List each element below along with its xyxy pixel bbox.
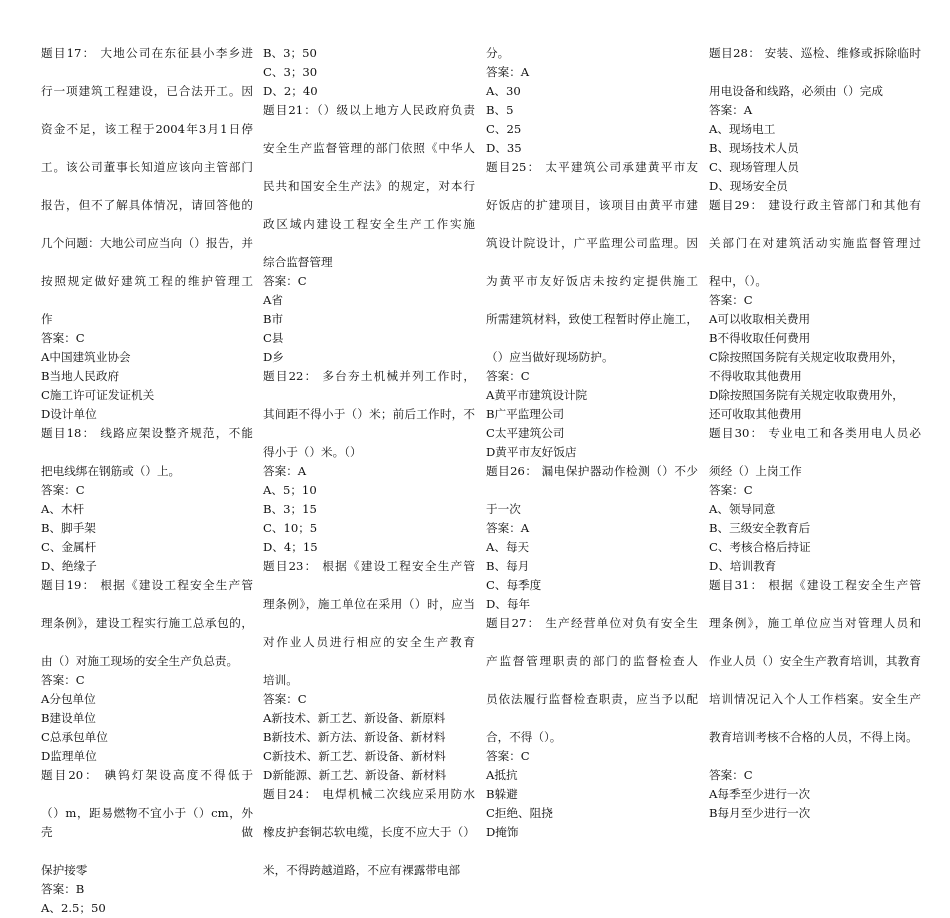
option-line: C县	[263, 331, 284, 345]
option-line: D、现场安全员	[709, 179, 788, 193]
option-line: A抵抗	[486, 768, 518, 782]
question-line: 题目18： 线路应架设整齐规范，不能	[41, 426, 253, 440]
text-line: 理条例》，施工单位在采用（）时，应当	[263, 597, 475, 611]
text-line: 理条例》，施工单位应当对管理人员和	[709, 616, 921, 630]
question-line: 题目27： 生产经营单位对负有安全生	[486, 616, 698, 630]
option-line: A、30	[486, 84, 521, 98]
text-line: 行一项建筑工程建设，已合法开工。因	[41, 84, 253, 98]
option-line: A、5；10	[263, 483, 317, 497]
text-line: 政区域内建设工程安全生产工作实施	[263, 217, 475, 231]
text-line: 由（）对施工现场的安全生产负总责。	[41, 654, 239, 668]
option-line: A、领导同意	[709, 502, 776, 516]
option-line: C、考核合格后持证	[709, 540, 811, 554]
option-line: B、5	[486, 103, 514, 117]
option-line: D掩饰	[486, 825, 519, 839]
option-line: D监理单位	[41, 749, 97, 763]
text-line: 好饭店的扩建项目，该项目由黄平市建	[486, 198, 698, 212]
question-line: 题目17： 大地公司在东征县小李乡进	[41, 46, 253, 60]
option-line: A每季至少进行一次	[709, 787, 811, 801]
option-line: B、现场技术人员	[709, 141, 799, 155]
option-line: D乡	[263, 350, 284, 364]
text-line: 综合监督管理	[263, 255, 333, 269]
answer-line: 答案：C	[709, 293, 753, 307]
option-line: C、现场管理人员	[709, 160, 800, 174]
question-line: 题目24： 电焊机械二次线应采用防水	[263, 787, 475, 801]
option-line: B广平监理公司	[486, 407, 565, 421]
question-line: 题目28： 安装、巡检、维修或拆除临时	[709, 46, 921, 60]
option-line: C新技术、新工艺、新设备、新材料	[263, 749, 446, 763]
answer-line: 答案：A	[263, 464, 307, 478]
option-line: A新技术、新工艺、新设备、新原料	[263, 711, 446, 725]
option-line: C总承包单位	[41, 730, 108, 744]
option-line: B不得收取任何费用	[709, 331, 811, 345]
question-line: 题目23： 根据《建设工程安全生产管	[263, 559, 475, 573]
text-line: 几个问题：大地公司应当向（）报告，并	[41, 236, 253, 250]
text-line: 保护接零	[41, 863, 88, 877]
option-line: D、绝缘子	[41, 559, 97, 573]
option-line: D新能源、新工艺、新设备、新材料	[263, 768, 447, 782]
option-line: D、培训教育	[709, 559, 777, 573]
answer-line: 答案：C	[263, 274, 307, 288]
question-line: 题目19： 根据《建设工程安全生产管	[41, 578, 253, 592]
text-line: 用电设备和线路，必须由（）完成	[709, 84, 883, 98]
option-line: D设计单位	[41, 407, 97, 421]
question-line: 题目30： 专业电工和各类用电人员必	[709, 426, 921, 440]
blank-line	[709, 747, 921, 766]
option-line: A、现场电工	[709, 122, 776, 136]
text-line: 理条例》，建设工程实行施工总承包的，	[41, 616, 253, 630]
answer-line: 答案：A	[486, 65, 530, 79]
option-line: D除按照国务院有关规定收取费用外，	[709, 388, 904, 402]
text-column-4	[709, 44, 921, 823]
option-line: C、10；5	[263, 521, 318, 535]
option-line: A、每天	[486, 540, 530, 554]
option-line: B每月至少进行一次	[709, 806, 811, 820]
question-line: 题目29： 建设行政主管部门和其他有	[709, 198, 921, 212]
text-line: 教育培训考核不合格的人员，不得上岗。	[709, 730, 918, 744]
option-line: B、每月	[486, 559, 530, 573]
text-line: 得小于（）米。（）	[263, 445, 362, 459]
option-line: A、木杆	[41, 502, 85, 516]
option-line: C太平建筑公司	[486, 426, 565, 440]
text-line: 须经（）上岗工作	[709, 464, 802, 478]
option-line: B新技术、新方法、新设备、新材料	[263, 730, 446, 744]
answer-line: 答案：C	[709, 483, 753, 497]
text-column-3	[486, 44, 698, 842]
text-line: 产监督管理职责的部门的监督检查人	[486, 654, 698, 668]
option-line: C、每季度	[486, 578, 542, 592]
option-line: A、2.5；50	[41, 901, 106, 915]
text-line: 为黄平市友好饭店未按约定提供施工	[486, 274, 698, 288]
text-line: 培训。	[263, 673, 298, 687]
text-line: 员依法履行监督检查职责，应当予以配	[486, 692, 698, 706]
answer-line: 答案：C	[709, 768, 753, 782]
text-line: 程中，（）。	[709, 274, 767, 288]
text-line: 不得收取其他费用	[709, 369, 802, 383]
text-line: 作	[41, 312, 53, 326]
option-line: C、金属杆	[41, 540, 97, 554]
option-line: B、3；15	[263, 502, 317, 516]
option-line: B建设单位	[41, 711, 96, 725]
text-column-2	[263, 44, 475, 880]
text-line: 关部门在对建筑活动实施监督管理过	[709, 236, 921, 250]
option-line: B、三级安全教育后	[709, 521, 811, 535]
answer-line: 答案：A	[709, 103, 753, 117]
answer-line: 答案：C	[41, 331, 85, 345]
option-line: D、4；15	[263, 540, 318, 554]
text-line: 民共和国安全生产法》的规定，对本行	[263, 179, 475, 193]
text-line: 分。	[486, 46, 510, 60]
option-line: B、脚手架	[41, 521, 96, 535]
option-line: B当地人民政府	[41, 369, 120, 383]
text-line: （）应当做好现场防护。	[486, 350, 614, 364]
option-line: A黄平市建筑设计院	[486, 388, 588, 402]
answer-line: 答案：A	[486, 521, 530, 535]
question-line: 题目22： 多台夯土机械并列工作时，	[263, 369, 475, 383]
option-line: A分包单位	[41, 692, 96, 706]
option-line: B市	[263, 312, 284, 326]
option-line: A中国建筑业协会	[41, 350, 131, 364]
answer-line: 答案：C	[41, 483, 85, 497]
text-line: 把电线绑在钢筋或（）上。	[41, 464, 181, 478]
option-line: C施工许可证发证机关	[41, 388, 155, 402]
option-line: C、3；30	[263, 65, 318, 79]
text-line: 所需建筑材料，致使工程暂时停止施工，	[486, 312, 698, 326]
text-line: 筑设计院设计，广平监理公司监理。因	[486, 236, 698, 250]
answer-line: 答案：C	[41, 673, 85, 687]
text-line: 安全生产监督管理的部门依照《中华人	[263, 141, 475, 155]
question-line: 题目25： 太平建筑公司承建黄平市友	[486, 160, 698, 174]
question-line: 题目31： 根据《建设工程安全生产管	[709, 578, 921, 592]
option-line: D、每年	[486, 597, 531, 611]
text-line: 其间距不得小于（）米；前后工作时，不	[263, 407, 475, 421]
option-line: A可以收取相关费用	[709, 312, 811, 326]
answer-line: 答案：B	[41, 882, 85, 896]
answer-line: 答案：C	[486, 749, 530, 763]
text-line: 于一次	[486, 502, 521, 516]
option-line: B、3；50	[263, 46, 317, 60]
text-line: 工。该公司董事长知道应该向主管部门	[41, 160, 253, 174]
text-line: 合，不得（）。	[486, 730, 562, 744]
question-line: 题目21：（）级以上地方人民政府负责	[263, 103, 475, 117]
option-line: A省	[263, 293, 283, 307]
text-line: （）m，距易燃物不宜小于（）cm，外壳做	[41, 806, 253, 839]
option-line: B躲避	[486, 787, 518, 801]
text-line: 橡皮护套铜芯软电缆，长度不应大于（）	[263, 825, 475, 839]
question-line: 题目20： 碘钨灯架设高度不得低于	[41, 768, 253, 782]
text-line: 资金不足，该工程于2004年3月1日停	[41, 122, 253, 136]
option-line: C除按照国务院有关规定收取费用外，	[709, 350, 904, 364]
option-line: C、25	[486, 122, 522, 136]
text-line: 还可收取其他费用	[709, 407, 802, 421]
option-line: D、2；40	[263, 84, 318, 98]
option-line: D、35	[486, 141, 522, 155]
text-line: 按照规定做好建筑工程的维护管理工	[41, 274, 253, 288]
option-line: D黄平市友好饭店	[486, 445, 577, 459]
text-column-1	[41, 44, 253, 918]
text-line: 对作业人员进行相应的安全生产教育	[263, 635, 475, 649]
option-line: C拒绝、阻挠	[486, 806, 553, 820]
text-line: 报告，但不了解具体情况，请回答他的	[41, 198, 253, 212]
text-line: 培训情况记入个人工作档案。安全生产	[709, 692, 921, 706]
text-line: 米，不得跨越道路，不应有裸露带电部	[263, 863, 461, 877]
answer-line: 答案：C	[263, 692, 307, 706]
text-line: 作业人员（）安全生产教育培训，其教育	[709, 654, 921, 668]
question-line: 题目26： 漏电保护器动作检测（）不少	[486, 464, 698, 478]
answer-line: 答案：C	[486, 369, 530, 383]
